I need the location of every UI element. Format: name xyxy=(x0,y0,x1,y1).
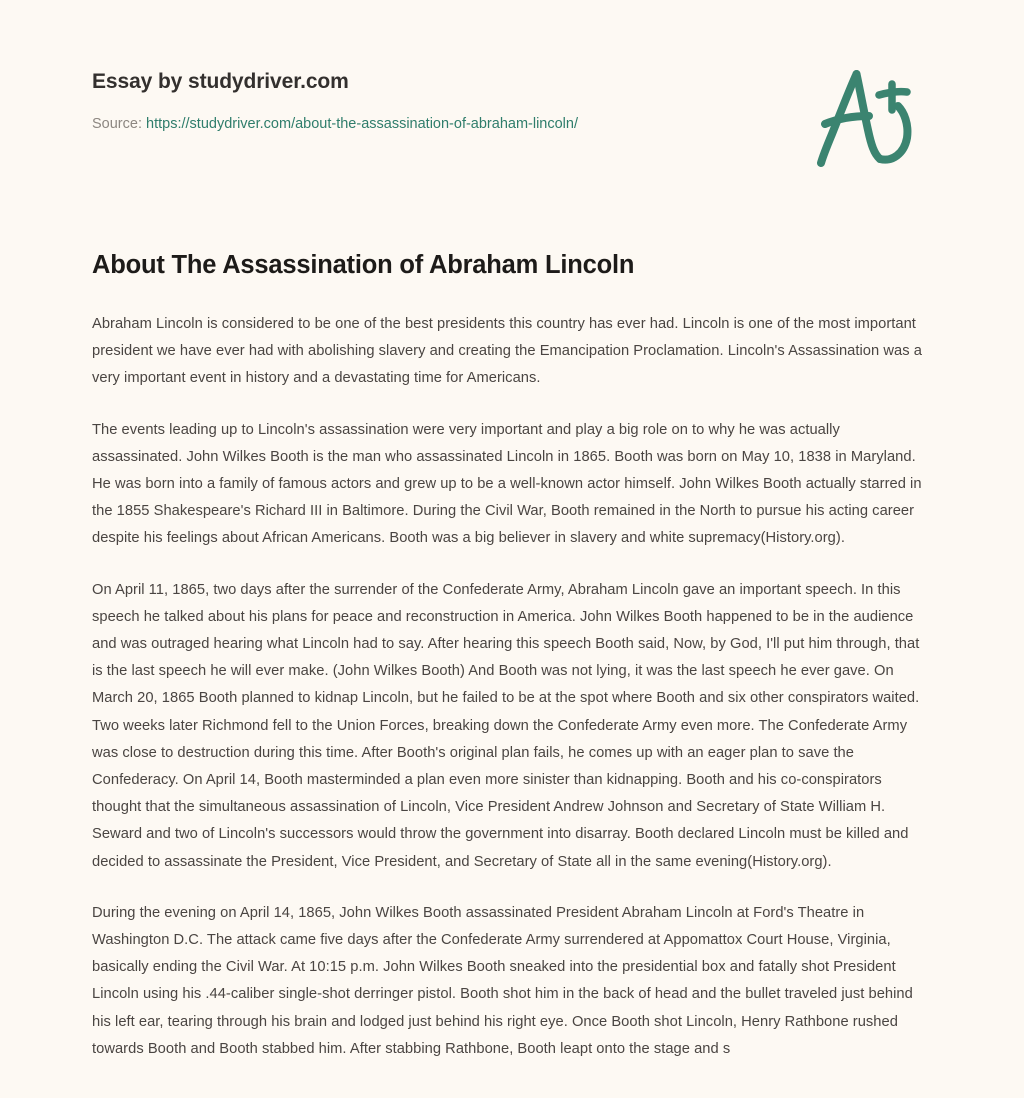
source-line xyxy=(92,114,792,134)
a-plus-logo-glyph xyxy=(812,62,916,174)
article-paragraph: On April 11, 1865, two days after the surrender of the Confederate Army, Abraham Lincoln gave an important speech. In this speech he talked about his plans for peace and reconstruction in America. John Wilkes Booth happened to be in the audience and was outraged hearing what Lincoln had to say. After hearing this speech Booth said, Now, by God, I'll put him through, that is the last speech he will ever make. (John Wilkes Booth) And Booth was not lying, it was the last speech he ever gave. On March 20, 1865 Booth planned to kidnap Lincoln, but he failed to be at the spot where Booth and six other conspirators waited. Two weeks later Richmond fell to the Union Forces, breaking down the Confederate Army even more. The Confederate Army was close to destruction during this time. After Booth's original plan fails, he comes up with an eager plan to save the Confederacy. On April 14, Booth masterminded a plan even more sinister than kidnapping. Booth and his co-conspirators thought that the simultaneous assassination of Lincoln, Vice President Andrew Johnson and Secretary of State William H. Seward and two of Lincoln's successors would throw the government into disarray. Booth declared Lincoln must be killed and decided to assassinate the President, Vice President, and Secretary of State all in the same evening(History.org). xyxy=(92,581,920,870)
a-plus-logo-icon[interactable] xyxy=(812,62,916,174)
article xyxy=(92,248,932,1063)
page-title: About The Assassination of Abraham Lincoln xyxy=(92,251,635,279)
article-paragraph: The events leading up to Lincoln's assassination were very important and play a big role on to why he was actually assassinated. John Wilkes Booth is the man who assassinated Lincoln in 1865. Booth was born on May 10, 1838 in Maryland. He was born into a family of famous actors and grew up to be a well-known actor himself. John Wilkes Booth actually starred in the 1855 Shakespeare's Richard III in Baltimore. During the Civil War, Booth remained in the North to pursue his acting career despite his feelings about African Americans. Booth was a big believer in slavery and white supremacy(History.org). xyxy=(92,421,922,547)
article-paragraph: During the evening on April 14, 1865, John Wilkes Booth assassinated President Abraham Lincoln at Ford's Theatre in Washington D.C. The attack came five days after the Confederate Army surrendered at Appomattox Court House, Virginia, basically ending the Civil War. At 10:15 p.m. John Wilkes Booth sneaked into the presidential box and fatally shot President Lincoln using his .44-caliber single-shot derringer pistol. Booth shot him in the back of head and the bullet traveled just behind his left ear, tearing through his brain and lodged just behind his right eye. Once Booth shot Lincoln, Henry Rathbone rushed towards Booth and Booth stabbed him. After stabbing Rathbone, Booth leapt onto the stage and s xyxy=(92,904,913,1057)
article-body xyxy=(92,311,932,1063)
article-paragraph: Abraham Lincoln is considered to be one of the best presidents this country has ever had. Lincoln is one of the most important president we have ever had with abolishing slavery and creating the Emancipation Proclamation. Lincoln's Assassination was a very important event in history and a devastating time for Americans. xyxy=(92,316,922,387)
source-label: Source: xyxy=(92,116,142,132)
source-url-link[interactable]: https://studydriver.com/about-the-assassination-of-abraham-lincoln/ xyxy=(146,116,578,132)
essay-by-heading: Essay by studydriver.com xyxy=(92,70,349,93)
page-header xyxy=(0,0,1024,200)
header-text-block xyxy=(92,68,792,134)
